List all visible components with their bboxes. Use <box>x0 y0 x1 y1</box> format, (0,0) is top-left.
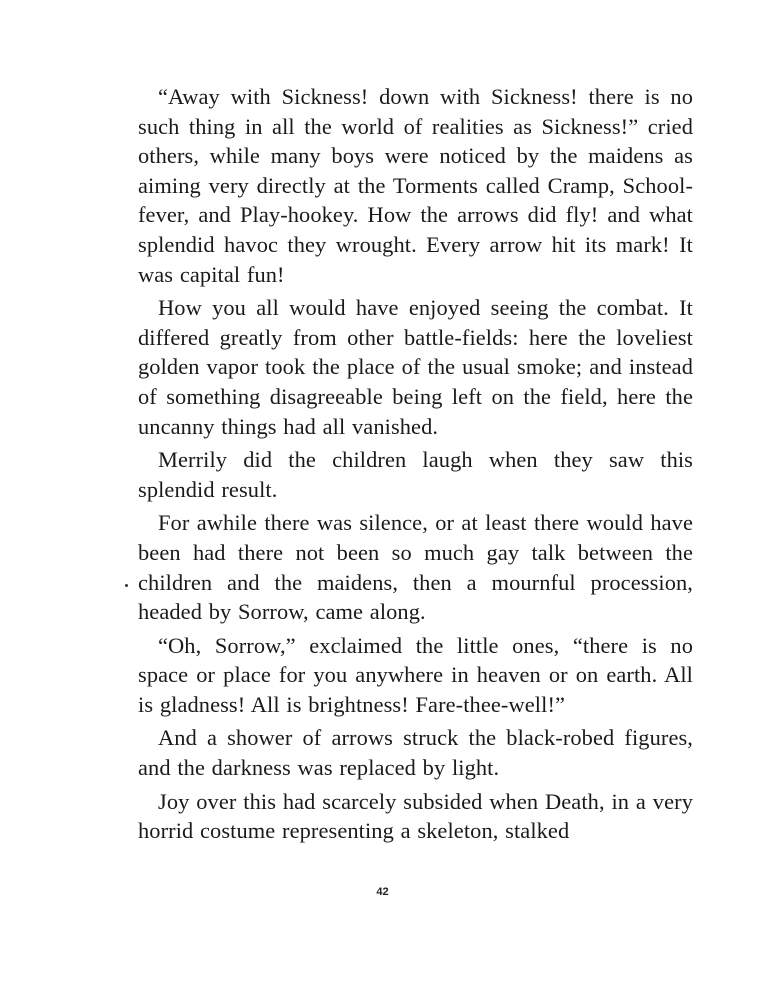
paragraph-5: “Oh, Sorrow,” exclaimed the little ones, “there is no space or place for you anywhere in heaven or on earth. All is gladness! All is brightness! Fare-thee-well!” <box>138 632 693 717</box>
paragraph-4: For awhile there was silence, or at least there would have been had there not been so much gay talk between the children and the maidens, then a mournful procession, headed by Sorrow, came along. <box>138 510 693 625</box>
paragraph-2: How you all would have enjoyed seeing the combat. It differed greatly from other battle-fields: here the loveliest golden vapor took the place of the usual smoke; and instead of something disagreeable being left on the field, here the uncanny things had all vanished. <box>138 295 693 439</box>
page-number: 42 <box>376 886 389 898</box>
paragraph-1: “Away with Sickness! down with Sickness! there is no such thing in all the world of realities as Sickness!” cried others, while many boys were noticed by the maidens as aiming very directly at the Torments called Cramp, School-fever, and Play-hookey. How the arrows did fly! and what splendid havoc they wrought. Every arrow hit its mark! It was capital fun! <box>138 84 693 287</box>
paragraph-3: Merrily did the children laugh when they saw this splendid result. <box>138 447 693 502</box>
paragraph-7: Joy over this had scarcely subsided when Death, in a very horrid costume representing a skeleton, stalked <box>138 788 693 844</box>
paragraph-6: And a shower of arrows struck the black-robed figures, and the darkness was replaced by light. <box>138 725 693 781</box>
page-body <box>138 82 693 846</box>
print-speck <box>125 584 128 587</box>
